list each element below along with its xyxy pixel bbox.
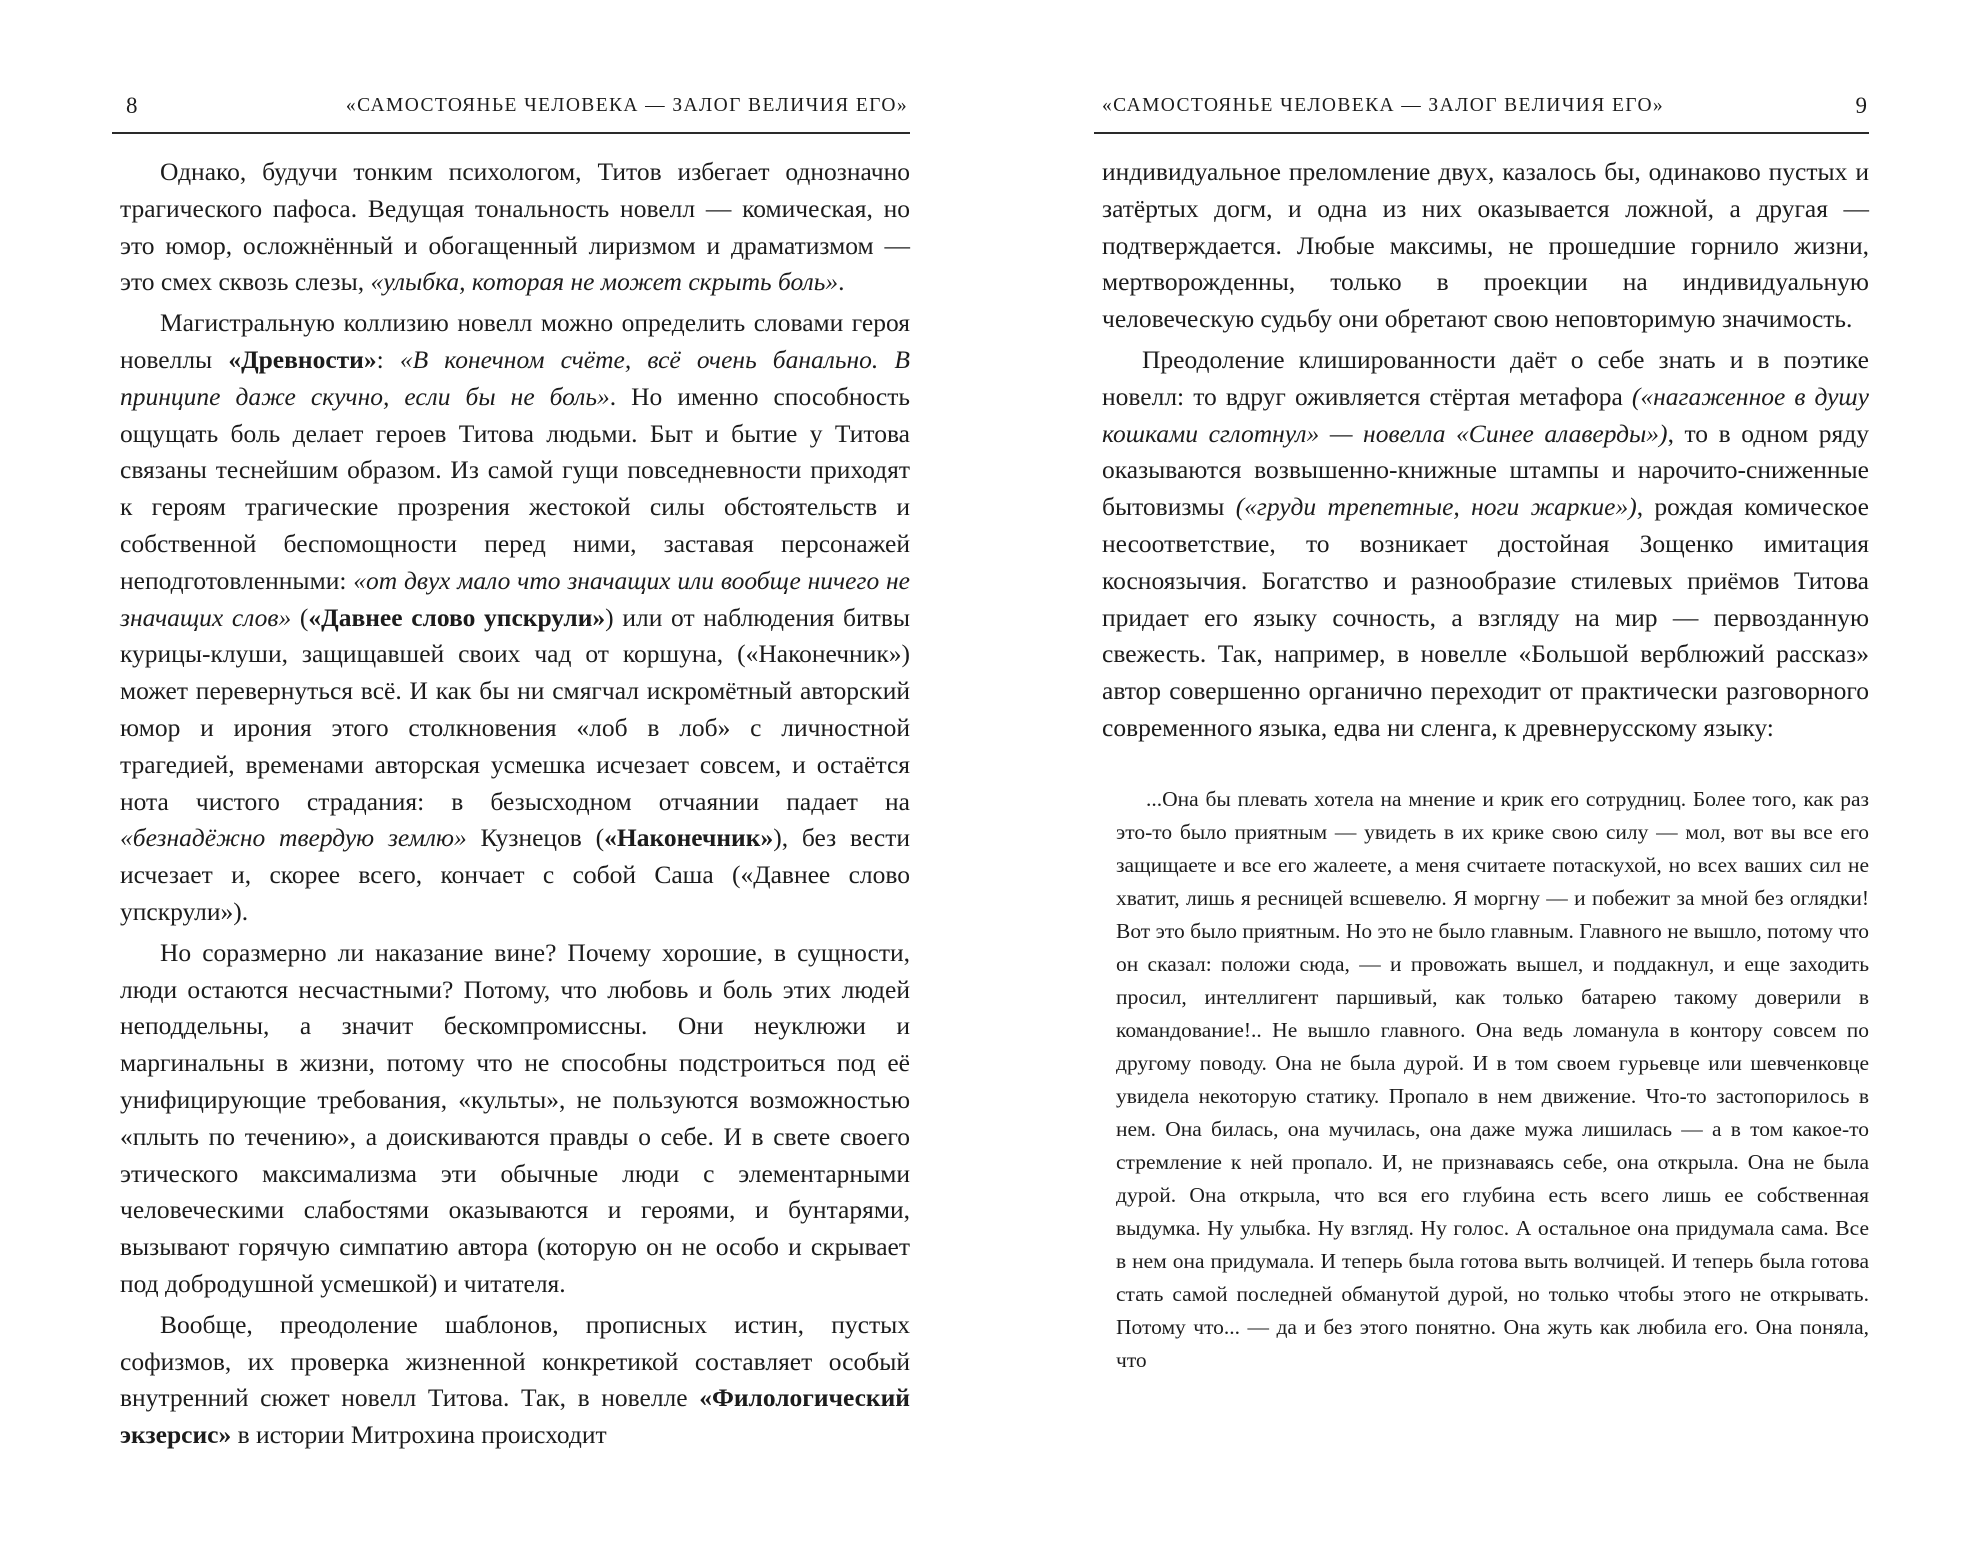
right-page <box>1094 0 1869 1548</box>
running-head-title: «САМОСТОЯНЬЕ ЧЕЛОВЕКА — ЗАЛОГ ВЕЛИЧИЯ ЕГО» <box>1102 95 1665 116</box>
quote-text: ...Она бы плевать хотела на мнение и крик его сотрудниц. Более того, как раз это-то было приятным — увидеть в их крике свою силу — мол, вот вы все его защищаете и все его жалеете, а меня считаете потаскухой, но всех ваших сил не хватит, лишь я ресницей всшевелю. Я моргну — и побежит за мной без оглядки! Вот это было приятным. Но это не было главным. Главного не вышло, потому что он сказал: положи сюда, — и провожать вышел, и поддакнул, и еще заходить просил, интеллигент паршивый, как только батарею такому доверили в командование!.. Не вышло главного. Она ведь ломанула в контору совсем по другому поводу. Она не была дурой. И в том своем гурьевце или шевченковце увидела некоторую статику. Пропало в нем движение. Что-то застопорилось в нем. Она билась, она мучилась, она даже мужа лишилась — а в том какое-то стремление к ней пропало. И, не признаваясь себе, она открыла. Она не была дурой. Она открыла, что вся его глубина есть всего лишь ее собственная выдумка. Ну улыбка. Ну взгляд. Ну голос. А остальное она придумала сама. Все в нем она придумала. И теперь была готова выть волчицей. И теперь была готова стать самой последней обманутой дурой, но только чтобы этого не открывать. Потому что... — да и без этого понятно. Она жуть как любила его. Она поняла, что <box>1116 786 1869 1372</box>
running-head <box>112 92 910 134</box>
page-number: 8 <box>126 93 138 118</box>
block-quote <box>1116 783 1869 1377</box>
body-text <box>120 154 910 1454</box>
body-text <box>1102 154 1869 1377</box>
page-number: 9 <box>1855 93 1867 118</box>
paragraph: индивидуальное преломление двух, казалось бы, одинаково пустых и затёртых догм, и одна из них оказывается ложной, а другая — подтверждается. Любые максимы, не прошедшие горнило жизни, мертворожденны, только в проекции на индивидуальную человеческую судьбу они обретают свою неповторимую значимость. <box>1102 157 1869 334</box>
paragraph: Но соразмерно ли наказание вине? Почему хорошие, в сущности, люди остаются несчастными? Потому, что любовь и боль этих людей неподдельны, а значит бескомпромиссны. Они неуклюжи и маргинальны в жизни, потому что не способны подстроиться под её унифицирующие требования, «культы», не пользуются возможностью «плыть по течению», а доискиваются правды о себе. И в свете своего этического максимализма эти обычные люди с элементарными человеческими слабостями оказываются и героями, и бунтарями, вызывают горячую симпатию автора (которую он не особо и скрывает под добродушной усмешкой) и читателя. <box>120 937 910 1298</box>
left-page <box>112 0 910 1548</box>
running-head <box>1094 92 1869 134</box>
paragraph: Вообще, преодоление шаблонов, прописных истин, пустых софизмов, их проверка жизненной конкретикой составляет особый внутренний сюжет новелл Титова. Так, в новелле «Филологический экзерсис» в истории Митрохина происходит <box>120 1309 910 1450</box>
running-head-title: «САМОСТОЯНЬЕ ЧЕЛОВЕКА — ЗАЛОГ ВЕЛИЧИЯ ЕГО» <box>345 95 908 116</box>
paragraph: Преодоление клишированности даёт о себе знать и в поэтике новелл: то вдруг оживляется стёртая метафора («нагаженное в душу кошками сглотнул» — новелла «Синее алаверды»), то в одном ряду оказываются возвышенно-книжные штампы и нарочито-сниженные бытовизмы («груди трепетные, ноги жаркие»), рождая комическое несоответствие, то возникает достойная Зощенко имитация косноязычия. Богатство и разнообразие стилевых приёмов Титова придает его языку сочность, а взгляду на мир — первозданную свежесть. Так, например, в новелле «Большой верблюжий рассказ» автор совершенно органично переходит от практически разговорного современного языка, едва ни сленга, к древнерусскому языку: <box>1102 344 1870 742</box>
paragraph: Однако, будучи тонким психологом, Титов избегает однозначно трагического пафоса. Ведущая тональность новелл — комическая, но это юмор, осложнённый и обогащенный лиризмом и драматизмом — это смех сквозь слезы, «улыбка, которая не может скрыть боль». <box>120 157 910 297</box>
paragraph: Магистральную коллизию новелл можно определить словами героя новеллы «Древности»: «В конечном счёте, всё очень банально. В принципе даже скучно, если бы не боль». Но именно способность ощущать боль делает героев Титова людьми. Быт и бытие у Титова связаны теснейшим образом. Из самой гущи повседневности приходят к героям трагические прозрения жестокой силы обстоятельств и собственной беспомощности перед ними, заставая персонажей неподготовленными: «от двух мало что значащих или вообще ничего не значащих слов» («Давнее слово упскрули») или от наблюдения битвы курицы-клуши, защищавшей своих чад от коршуна, («Наконечник») может перевернуться всё. И как бы ни смягчал искромётный авторский юмор и ирония этого столкновения «лоб в лоб» с личностной трагедией, временами авторская усмешка исчезает совсем, и остаётся нота чистого страдания: в безысходном отчаянии падает на «безнадёжно твердую землю» Кузнецов («Наконечник»), без вести исчезает и, скорее всего, кончает с собой Саша («Давнее слово упскрули»). <box>120 308 911 926</box>
